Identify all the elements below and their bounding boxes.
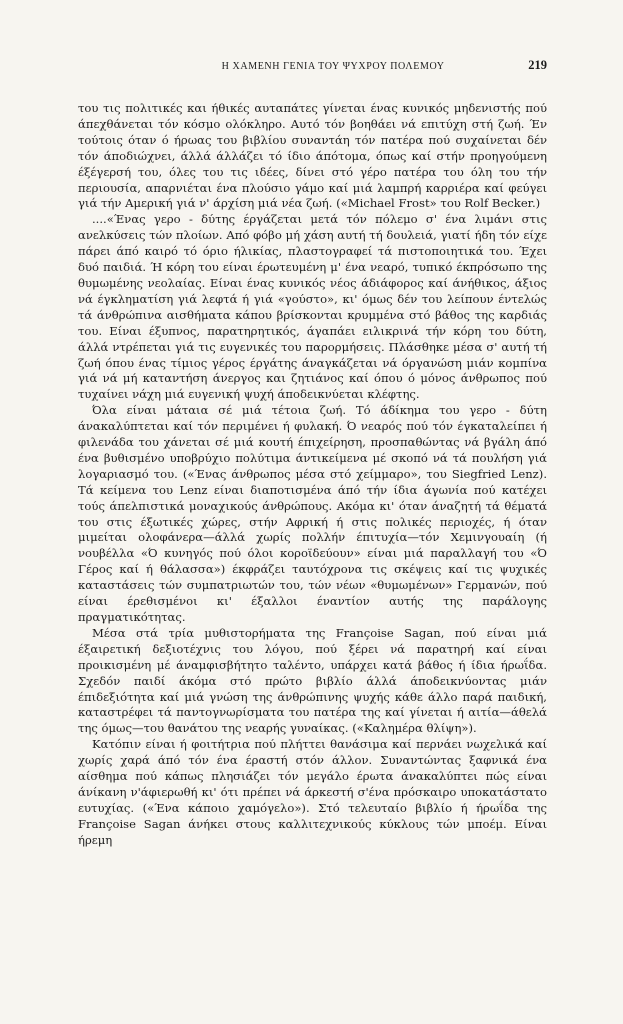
page-header	[78, 58, 547, 73]
paragraph: του τις πολιτικές και ήθικές αυταπάτες γίνεται ένας κυνικός μηδενιστής πού άπεχθάνεται τόν κόσμο ολόκληρο. Αυτό τόν βοηθάει νά επιτύχη στή ζωή. Έν τούτοις όταν ό ήρωας του βιβλίου συναντάη τόν πατέρα πού συχαίνεται δέν τόν άποδιώχνει, άλλά άλλάζει τό ίδιο άπότομα, όπως καί στήν προηγούμενη έξέγερσή του, όλες του τις ιδέες, δίνει στό γέρο πατέρα του όλη του τήν περιουσία, απαρνιέται ένα πλούσιο γάμο καί μιά λαμπρή καρριέρα καί φεύγει γιά τήν Αμερική γιά ν' άρχίση μιά νέα ζωή. («Michael Frost» του Rolf Becker.)	[78, 101, 547, 211]
running-title: Η ΧΑΜΕΝΗ ΓΕΝΙΑ ΤΟΥ ΨΥΧΡΟΥ ΠΟΛΕΜΟΥ	[221, 61, 445, 72]
page-number: 219	[528, 58, 547, 72]
paragraph: ....«Ένας γερο - δύτης έργάζεται μετά τόν πόλεμο σ' ένα λιμάνι στις ανελκύσεις τών πλοίων. Από φόβο μή χάση αυτή τή δουλειά, γιατί ήδη τόν είχε πάρει άπό καιρό τό όριο ήλικίας, πλαστογραφεί τά πιστοποιητικά του. Έχει δυό παιδιά. Ή κόρη του είναι έρωτευμένη μ' ένα νεαρό, τυπικό έκπρόσωπο της θυμωμένης νεολαίας. Είναι ένας κυνικός νέος άδιάφορος καί άνήθικος, άξιος νά έγκληματίση γιά λεφτά ή γιά «γούστο», κι' όμως δέν του λείπουν έντελώς τά άνθρώπινα αισθήματα κάπου βρίσκονται κρυμμένα στό βάθος της καρδιάς του. Είναι έξυπνος, παρατηρητικός, άγαπάει ειλικρινά τήν κόρη του δύτη, άλλά ντρέπεται γιά τις ευγενικές του παρορμήσεις. Πλάσθηκε μέσα σ' αυτή τή ζωή όπου ένας τίμιος γέρος έργάτης άναγκάζεται νά όργανώση μιάν κομπίνα γιά νά μή καταντήση άνεργος και ζητιάνος καί όπου ό μόνος άνθρωπος πού τυχαίνει νάχη μιά ευγενική ψυχή άποδεικνύεται κλέφτης.	[78, 212, 547, 402]
paragraph: Κατόπιν είναι ή φοιτήτρια πού πλήττει θανάσιμα καί περνάει νωχελικά καί χωρίς χαρά άπό τόν ένα έραστή στόν άλλον. Συναντώντας ξαφνικά ένα αίσθημα πού κάπως πλησιάζει τόν μεγάλο έρωτα άνακαλύπτει πώς είναι άνίκανη ν'άφιερωθή κι' ότι πρέπει νά άρκεστή σ'ένα πρόσκαιρο υποκατάστατο ευτυχίας. («Ένα κάποιο χαμόγελο»). Στό τελευταίο βιβλίο ή ήρωΐδα της Françoise Sagan άνήκει στους καλλιτεχνικούς κύκλους τών μποέμ. Είναι ήρεμη	[78, 737, 547, 847]
paragraph: Όλα είναι μάταια σέ μιά τέτοια ζωή. Τό άδίκημα του γερο - δύτη άνακαλύπτεται καί τόν περιμένει ή φυλακή. Ό νεαρός πού τόν έγκαταλείπει ή φιλενάδα του χάνεται σέ μιά κουτή έπιχείρηση, προσπαθώντας νά βγάλη άπό ένα βυθισμένο υποβρύχιο πολύτιμα άντικείμενα μέ σκοπό νά τά πουλήση γιά λογαριασμό του. («Ένας άνθρωπος μέσα στό χείμμαρο», του Siegfried Lenz). Τά κείμενα του Lenz είναι διαποτισμένα άπό τήν ίδια άγωνία πού κατέχει τούς άπελπιστικά μοναχικούς άνθρώπους. Ακόμα κι' όταν άναζητή τά θέματά του στις έξωτικές χώρες, στήν Αφρική ή στις πολικές περιοχές, ή όταν μιμείται ολοφάνερα—άλλά χωρίς πολλήν έπιτυχία—τόν Χεμινγουαίη (ή νουβέλλα «Ό κυνηγός πού όλοι κοροϊδεύουν» είναι μιά παραλλαγή του «Ό Γέρος καί ή θάλασσα») έκφράζει ταυτόχρονα τις σκέψεις καί τις ψυχικές καταστάσεις τών συμπατριωτών του, τών νέων «θυμωμένων» Γερμανών, πού είναι έρεθισμένοι κι' έξαλλοι έναντίον αυτής της παράλογης πραγματικότητας.	[78, 403, 547, 624]
body-text	[78, 101, 547, 849]
paragraph: Μέσα στά τρία μυθιστορήματα της Françoise Sagan, πού είναι μιά έξαιρετική δεξιοτέχνις του λόγου, πού ξέρει νά παρατηρή καί είναι προικισμένη μέ άναμφισβήτητο ταλέντο, υπάρχει κατά βάθος ή ίδια ήρωΐδα. Σχεδόν παιδί άκόμα στό πρώτο βιβλίο άλλά άποδεικνύοντας μιάν έπιδεξιότητα καί μιά γνώση της άνθρώπινης ψυχής κάθε άλλο παρά παιδική, καταστρέφει τά παντογνωρίσματα του πατέρα της καί γίνεται ή αιτία—άθελά της όμως—του θανάτου της νεαρής γυναίκας. («Καλημέρα θλίψη»).	[78, 625, 547, 736]
